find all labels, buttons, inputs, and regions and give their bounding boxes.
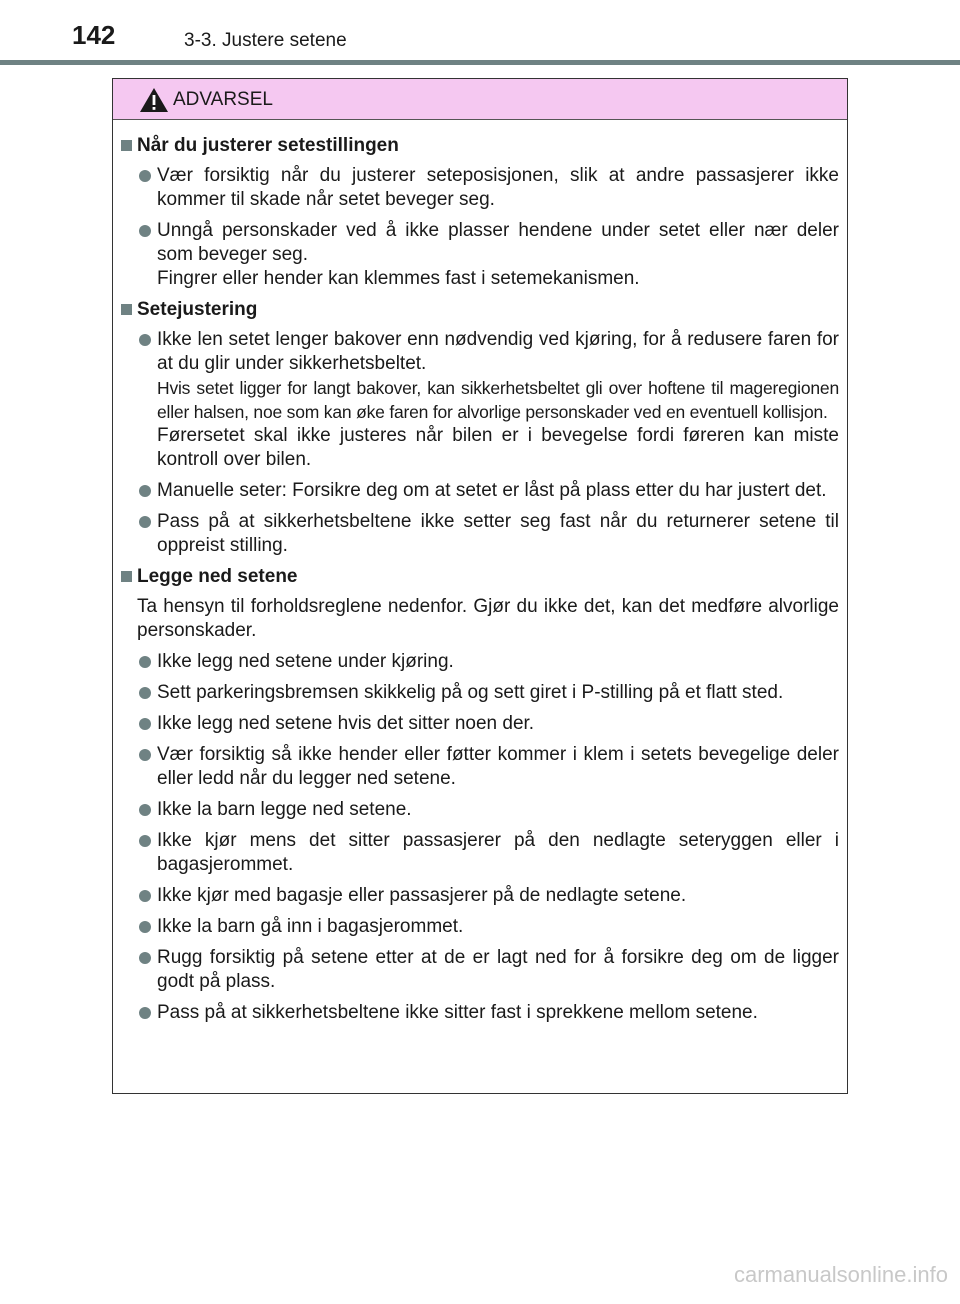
list-item: Ikke legg ned setene under kjøring.	[121, 650, 839, 674]
bullet-dot-icon	[139, 835, 151, 847]
watermark: carmanualsonline.info	[733, 1262, 948, 1287]
section-heading: Når du justerer setestillingen	[121, 134, 839, 158]
bullet-dot-icon	[139, 952, 151, 964]
bullet-dot-icon	[139, 890, 151, 902]
bullet-dot-icon	[139, 718, 151, 730]
bullet-dot-icon	[139, 749, 151, 761]
bullet-dot-icon	[139, 1007, 151, 1019]
list-item: Rugg forsiktig på setene etter at de er lagt ned for å forsikre deg om de ligger godt på plass.	[121, 946, 839, 994]
list-item: Unngå personskader ved å ikke plasser hendene under setet eller nær deler som beveger seg. Fingrer eller hender kan klemmes fast i setemekanismen.	[121, 219, 839, 291]
bullet-dot-icon	[139, 804, 151, 816]
list-item: Vær forsiktig når du justerer seteposisjonen, slik at andre passasjerer ikke kommer til skade når setet beveger seg.	[121, 164, 839, 212]
warning-body	[113, 120, 847, 1025]
list-item: Manuelle seter: Forsikre deg om at setet er låst på plass etter du har justert det.	[121, 479, 839, 503]
list-item: Pass på at sikkerhetsbeltene ikke sitter fast i sprekkene mellom setene.	[121, 1001, 839, 1025]
list-item: Ikke kjør med bagasje eller passasjerer på de nedlagte setene.	[121, 884, 839, 908]
warning-triangle-icon	[139, 87, 169, 113]
section-heading: Setejustering	[121, 298, 839, 322]
header-divider	[0, 60, 960, 65]
section-intro: Ta hensyn til forholdsreglene nedenfor. Gjør du ikke det, kan det medføre alvorlige personskader.	[137, 596, 839, 641]
bullet-dot-icon	[139, 516, 151, 528]
list-item: Sett parkeringsbremsen skikkelig på og sett giret i P-stilling på et flatt sted.	[121, 681, 839, 705]
warning-box	[112, 78, 848, 1094]
bullet-dot-icon	[139, 485, 151, 497]
section-square-icon	[121, 304, 132, 315]
warning-header	[113, 79, 847, 120]
list-item: Pass på at sikkerhetsbeltene ikke setter seg fast når du returnerer setene til oppreist stilling.	[121, 510, 839, 558]
bullet-dot-icon	[139, 334, 151, 346]
bullet-dot-icon	[139, 687, 151, 699]
page-header	[0, 0, 960, 64]
page-number: 142	[72, 20, 116, 50]
bullet-dot-icon	[139, 921, 151, 933]
list-item: Ikke len setet lenger bakover enn nødvendig ved kjøring, for å redusere faren for at du glir under sikkerhetsbeltet. Hvis setet ligger for langt bakover, kan sikkerhetsbeltet gli over hoftene til mageregionen eller halsen, noe som kan øke faren for alvorlige personskader ved en eventuell kollisjon. Førersetet skal ikke justeres når bilen er i bevegelse fordi føreren kan miste kontroll over bilen.	[121, 328, 839, 472]
chapter-title: 3-3. Justere setene	[184, 30, 347, 51]
list-item: Ikke kjør mens det sitter passasjerer på den nedlagte seteryggen eller i bagasjerommet.	[121, 829, 839, 877]
list-item: Ikke legg ned setene hvis det sitter noen der.	[121, 712, 839, 736]
section-heading: Legge ned setene	[121, 565, 839, 589]
bullet-dot-icon	[139, 170, 151, 182]
section-square-icon	[121, 571, 132, 582]
warning-title: ADVARSEL	[173, 89, 273, 110]
bullet-dot-icon	[139, 656, 151, 668]
list-item: Ikke la barn legge ned setene.	[121, 798, 839, 822]
section-square-icon	[121, 140, 132, 151]
bullet-dot-icon	[139, 225, 151, 237]
list-item: Ikke la barn gå inn i bagasjerommet.	[121, 915, 839, 939]
list-item: Vær forsiktig så ikke hender eller føtter kommer i klem i setets bevegelige deler eller ledd når du legger ned setene.	[121, 743, 839, 791]
